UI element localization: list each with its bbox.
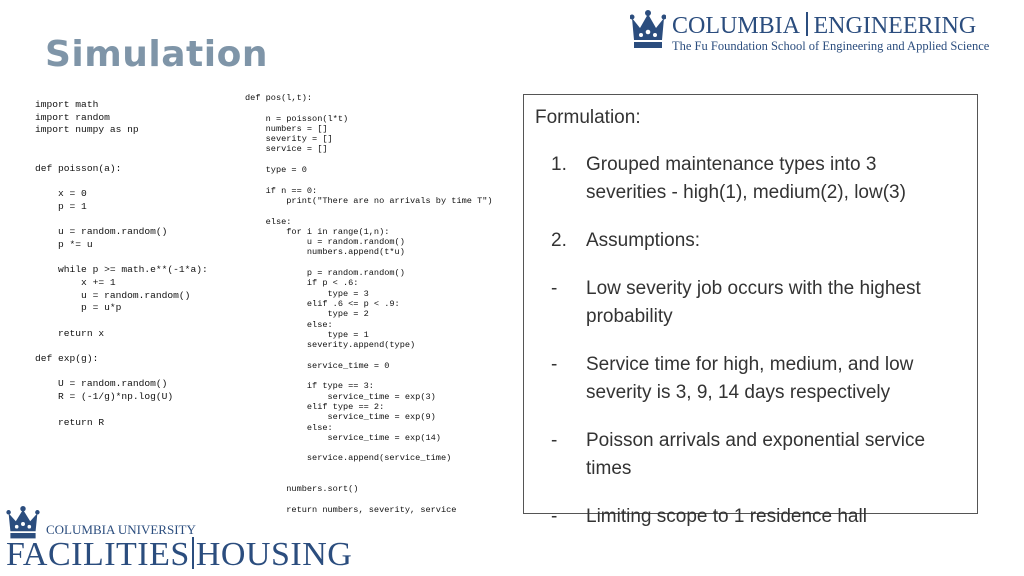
list-item-text: Poisson arrivals and exponential service times [586,430,926,479]
list-marker: - [551,506,558,527]
formulation-heading: Formulation: [535,107,641,128]
columbia-engineering-wordmark [672,12,976,40]
slide-title: Simulation [45,34,268,75]
engineering-word: ENGINEERING [813,13,977,39]
formulation-content [535,104,955,551]
list-marker: - [551,278,558,299]
school-subtitle: The Fu Foundation School of Engineering and Applied Science [672,39,990,53]
facilities-word: FACILITIES [6,536,190,573]
formulation-item-scope [535,503,955,531]
university-name: COLUMBIA UNIVERSITY [46,522,196,537]
wordmark-divider [192,537,194,569]
code-screenshot [30,88,522,528]
formulation-item-poisson [535,427,955,483]
facilities-housing-wordmark [6,536,352,574]
housing-word: HOUSING [195,536,353,573]
facilities-housing-logo [6,506,386,576]
formulation-item-severity [535,151,955,207]
list-marker: 1. [551,154,567,175]
wordmark-divider [806,12,808,36]
list-item-text: Low severity job occurs with the highest probability [586,278,921,327]
formulation-item-assumptions [535,227,955,255]
formulation-item-service-time [535,351,955,407]
crown-icon [630,8,666,52]
code-right-column: def pos(l,t): n = poisson(l*t) numbers = [] severity = [] service = [] type = 0 if n == 0: print("There are no arrivals by time T") else: for i in range(1,n): u = random.random() numbers.append(t*u) p = random.random() if p < .6: type = 3 elif .6 <= p < .9: type = 2 else: type = 1 severity.append(type) service_time = 0 if type == 3: service_time = exp(3) elif type == 2: service_time = exp(9) else: service_time = exp(14) service.append(service_time) numbers.sort() return numbers, severity, service [245,93,493,515]
list-item-text: Service time for high, medium, and low severity is 3, 9, 14 days respectively [586,354,914,403]
formulation-item-low-severity [535,275,955,331]
list-marker: - [551,430,558,451]
columbia-engineering-logo [630,8,1020,56]
list-marker: 2. [551,230,567,251]
list-item-text: Grouped maintenance types into 3 severities - high(1), medium(2), low(3) [586,154,906,203]
list-item-text: Limiting scope to 1 residence hall [586,506,867,527]
code-left-column: import math import random import numpy as np def poisson(a): x = 0 p = 1 u = random.random() p *= u while p >= math.e**(-1*a): x += 1 u = random.random() p = u*p return x def exp(g): U = random.random() R = (-1/g)*np.log(U) return R [35,99,208,428]
list-marker: - [551,354,558,375]
columbia-word: COLUMBIA [672,13,801,39]
list-item-text: Assumptions: [586,230,701,251]
